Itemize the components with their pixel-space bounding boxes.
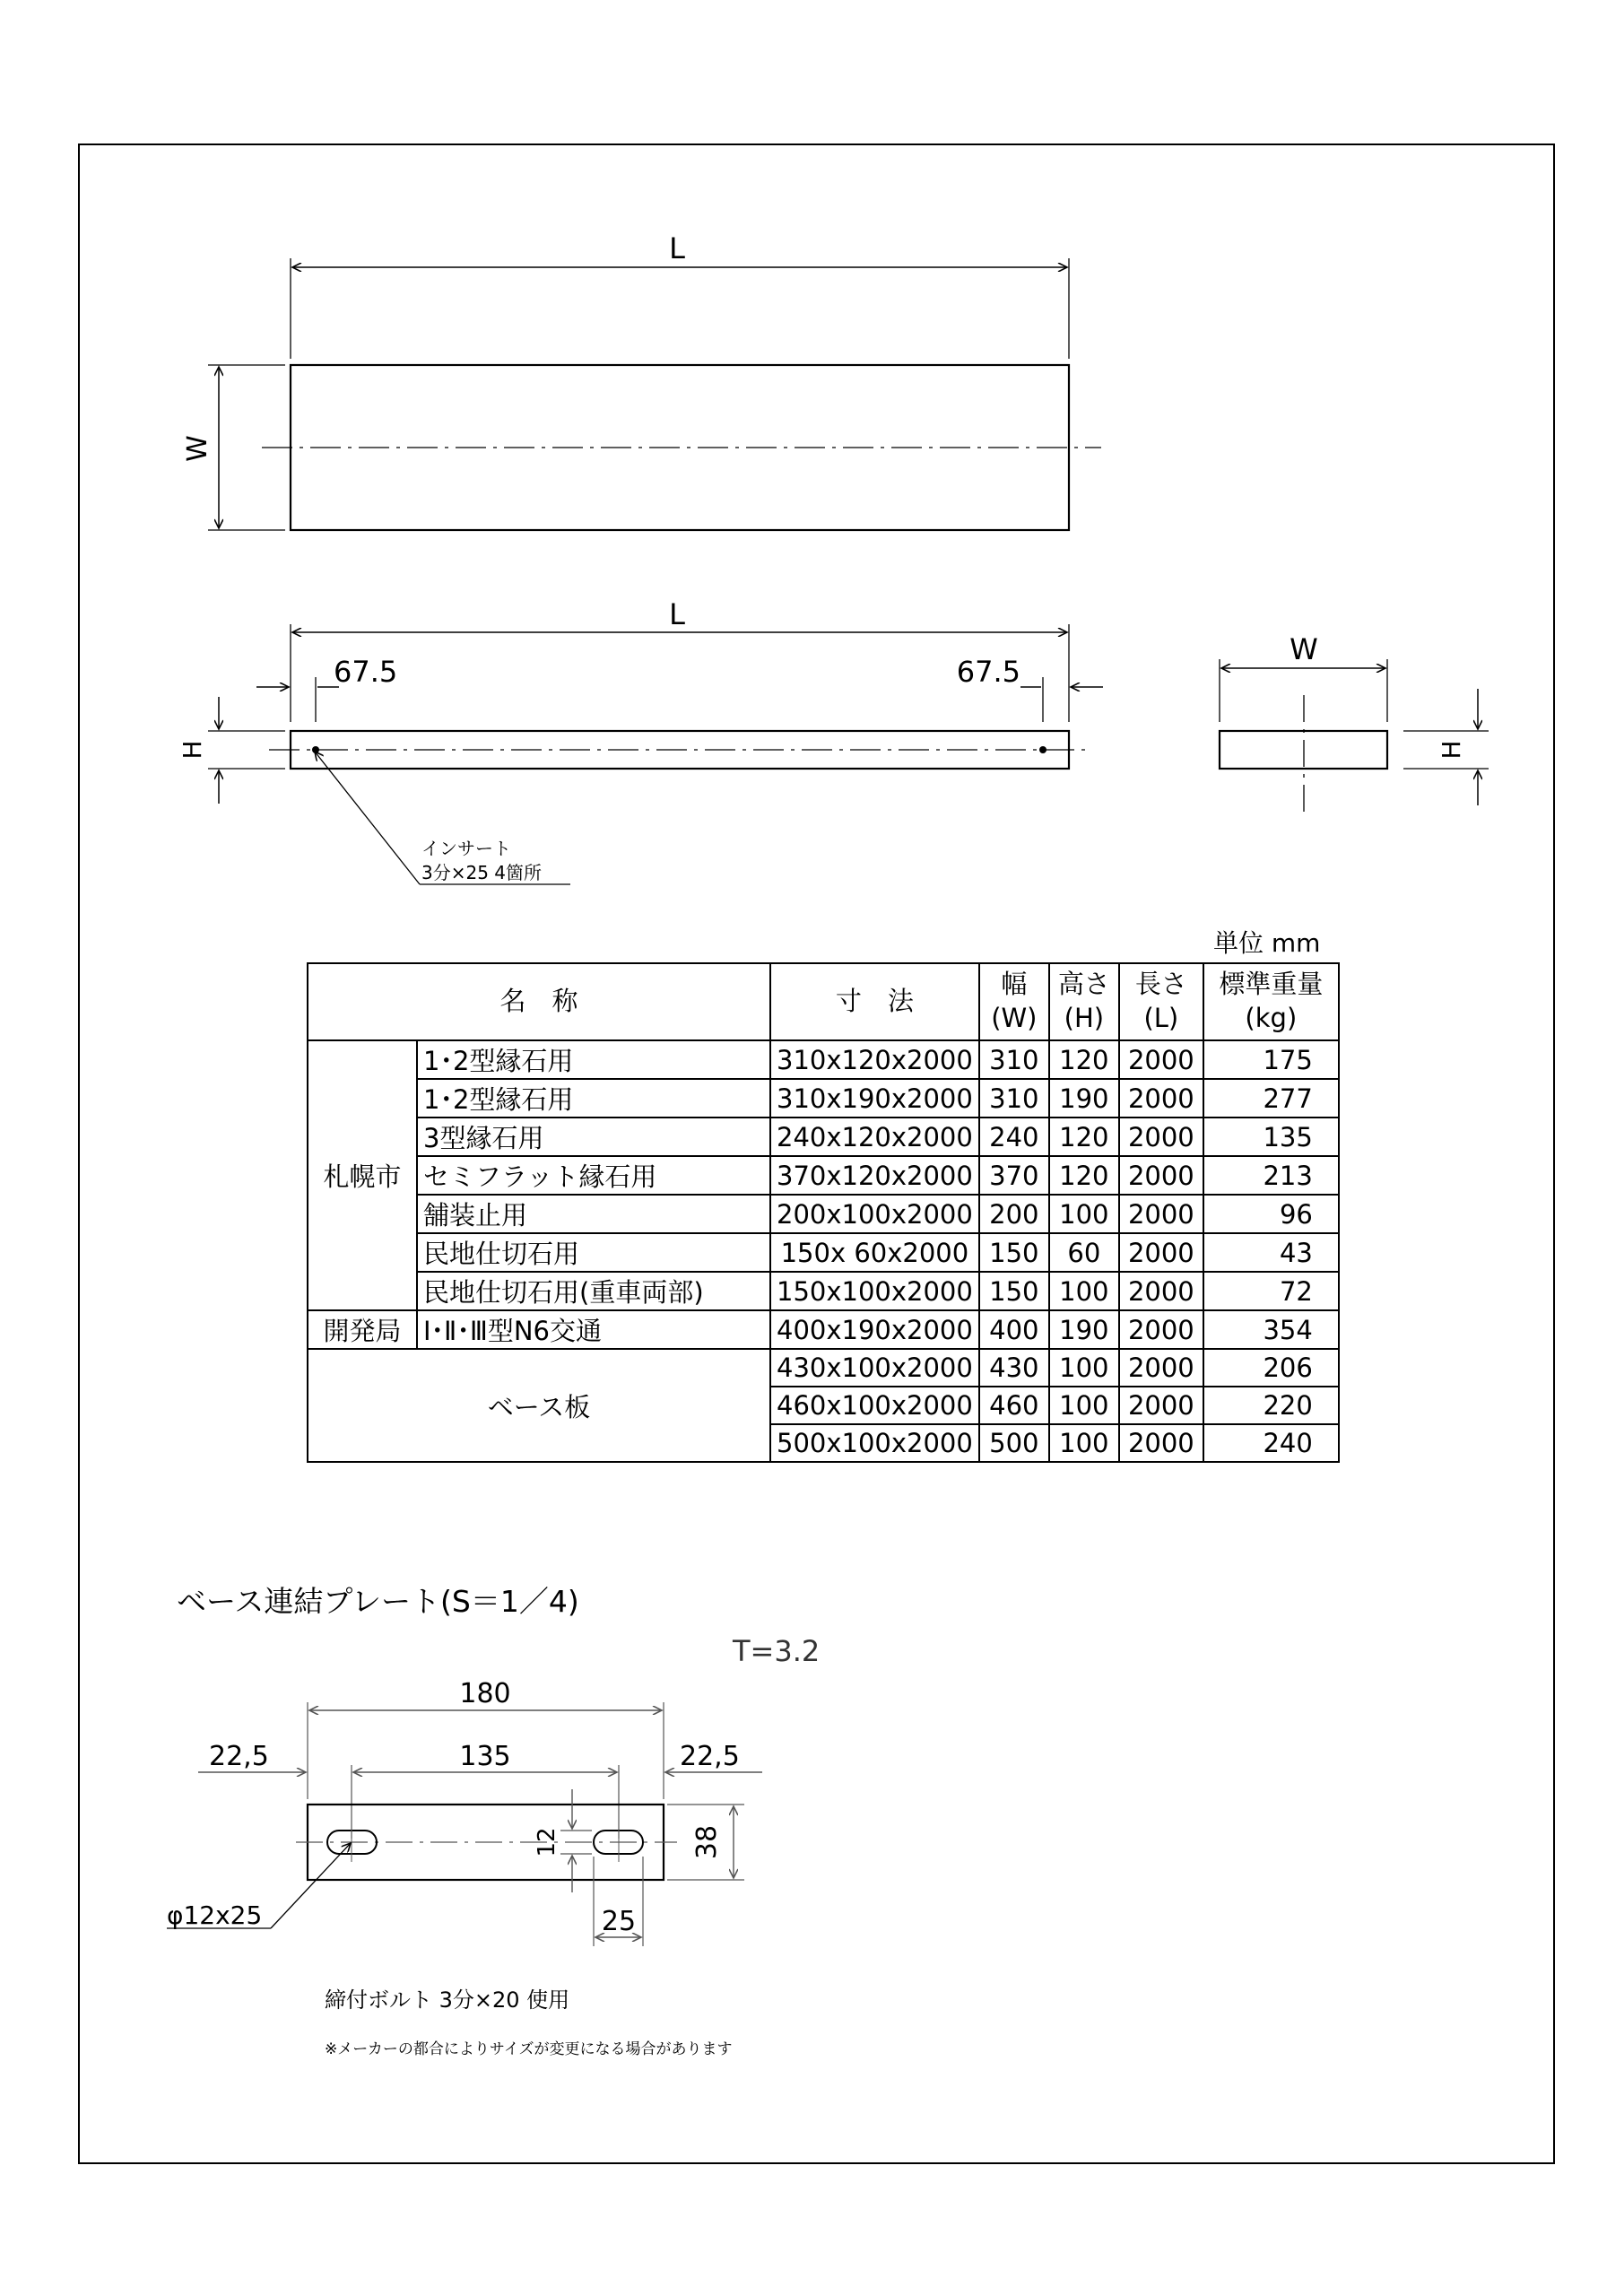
- header-height-sub: (H): [1064, 1003, 1105, 1033]
- row-h: 100: [1049, 1424, 1119, 1462]
- row-name: Ⅰ･Ⅱ･Ⅲ型N6交通: [417, 1310, 770, 1349]
- row-h: 120: [1049, 1040, 1119, 1079]
- row-h: 60: [1049, 1233, 1119, 1272]
- row-h: 190: [1049, 1310, 1119, 1349]
- hole-pitch-label: 135: [459, 1741, 511, 1772]
- row-l: 2000: [1119, 1156, 1203, 1195]
- right-offset-label: 67.5: [956, 655, 1020, 689]
- plate-title: ベース連結プレート(S＝1／4): [177, 1584, 579, 1619]
- insert-note-line1: インサート: [421, 838, 511, 859]
- row-l: 2000: [1119, 1040, 1203, 1079]
- row-h: 100: [1049, 1349, 1119, 1387]
- row-dim: 200x100x2000: [770, 1195, 979, 1233]
- table-row: [308, 1349, 1339, 1387]
- left-offset-label: 67.5: [334, 655, 398, 689]
- row-dim: 310x190x2000: [770, 1079, 979, 1118]
- plate-height-label: 38: [691, 1824, 723, 1860]
- row-dim: 150x 60x2000: [770, 1233, 979, 1272]
- row-kg: 213: [1203, 1156, 1339, 1195]
- row-name: 舗装止用: [417, 1195, 770, 1233]
- side-height-label: H: [178, 740, 207, 760]
- group-kaihatsu: 開発局: [308, 1310, 417, 1349]
- unit-label: 単位 mm: [1213, 928, 1321, 958]
- table-row: [308, 1310, 1339, 1349]
- row-dim: 460x100x2000: [770, 1387, 979, 1424]
- header-name: 名 称: [308, 963, 770, 1040]
- row-h: 100: [1049, 1272, 1119, 1310]
- plate-overall-label: 180: [459, 1678, 511, 1709]
- hole-label: φ12x25: [167, 1900, 263, 1930]
- insert-hole-right: [1039, 746, 1046, 753]
- side-view: [178, 597, 1103, 884]
- row-dim: 150x100x2000: [770, 1272, 979, 1310]
- row-dim: 400x190x2000: [770, 1310, 979, 1349]
- row-w: 200: [979, 1195, 1049, 1233]
- row-l: 2000: [1119, 1349, 1203, 1387]
- row-name: 3型縁石用: [417, 1118, 770, 1156]
- row-dim: 370x120x2000: [770, 1156, 979, 1195]
- row-l: 2000: [1119, 1272, 1203, 1310]
- side-length-label: L: [669, 597, 685, 631]
- insert-note-line2: 3分×25 4箇所: [421, 862, 543, 883]
- table-row: [308, 1233, 1339, 1272]
- header-weight: [1203, 963, 1339, 1040]
- row-kg: 220: [1203, 1387, 1339, 1424]
- row-name: 民地仕切石用: [417, 1233, 770, 1272]
- row-l: 2000: [1119, 1079, 1203, 1118]
- row-l: 2000: [1119, 1195, 1203, 1233]
- top-view: [182, 231, 1101, 530]
- end-width-label: W: [1290, 632, 1318, 666]
- row-h: 120: [1049, 1118, 1119, 1156]
- top-width-label: W: [182, 435, 213, 462]
- row-l: 2000: [1119, 1310, 1203, 1349]
- row-kg: 43: [1203, 1233, 1339, 1272]
- group-base: ベース板: [308, 1349, 770, 1462]
- header-length-sub: (L): [1143, 1003, 1179, 1033]
- row-kg: 135: [1203, 1118, 1339, 1156]
- row-h: 100: [1049, 1387, 1119, 1424]
- row-name: セミフラット縁石用: [417, 1156, 770, 1195]
- slot-length-label: 25: [601, 1906, 637, 1937]
- slot-width-label: 12: [534, 1827, 560, 1857]
- row-dim: 500x100x2000: [770, 1424, 979, 1462]
- row-name: 1･2型縁石用: [417, 1040, 770, 1079]
- row-kg: 240: [1203, 1424, 1339, 1462]
- plate-left-edge-label: 22,5: [209, 1741, 269, 1772]
- row-dim: 240x120x2000: [770, 1118, 979, 1156]
- row-l: 2000: [1119, 1424, 1203, 1462]
- bolt-note: 締付ボルト 3分×20 使用: [325, 1987, 570, 2013]
- row-h: 100: [1049, 1195, 1119, 1233]
- table-header-row: [308, 963, 1339, 1040]
- header-length: [1119, 963, 1203, 1040]
- group-sapporo: 札幌市: [308, 1040, 417, 1310]
- end-view: [1220, 632, 1489, 816]
- header-height: [1049, 963, 1119, 1040]
- header-weight-sub: (kg): [1245, 1003, 1298, 1033]
- row-w: 400: [979, 1310, 1049, 1349]
- row-w: 460: [979, 1387, 1049, 1424]
- hole-leader: [271, 1843, 351, 1928]
- row-kg: 175: [1203, 1040, 1339, 1079]
- row-kg: 72: [1203, 1272, 1339, 1310]
- table-row: [308, 1118, 1339, 1156]
- row-w: 500: [979, 1424, 1049, 1462]
- row-kg: 96: [1203, 1195, 1339, 1233]
- header-width: [979, 963, 1049, 1040]
- row-l: 2000: [1119, 1118, 1203, 1156]
- end-height-label: H: [1437, 740, 1466, 760]
- row-kg: 354: [1203, 1310, 1339, 1349]
- insert-leader: [315, 752, 420, 884]
- table-row: [308, 1195, 1339, 1233]
- row-kg: 206: [1203, 1349, 1339, 1387]
- row-dim: 430x100x2000: [770, 1349, 979, 1387]
- row-h: 120: [1049, 1156, 1119, 1195]
- row-w: 150: [979, 1233, 1049, 1272]
- table-row: [308, 1079, 1339, 1118]
- row-kg: 277: [1203, 1079, 1339, 1118]
- header-dimensions: 寸 法: [770, 963, 979, 1040]
- top-length-label: L: [669, 231, 685, 265]
- plate-thickness: T=3.2: [733, 1634, 821, 1668]
- row-w: 310: [979, 1040, 1049, 1079]
- row-w: 370: [979, 1156, 1049, 1195]
- table-row: [308, 1156, 1339, 1195]
- table-row: [308, 1272, 1339, 1310]
- row-w: 430: [979, 1349, 1049, 1387]
- row-w: 150: [979, 1272, 1049, 1310]
- plate-right-edge-label: 22,5: [680, 1741, 740, 1772]
- row-l: 2000: [1119, 1387, 1203, 1424]
- spec-table: [307, 962, 1340, 1463]
- row-dim: 310x120x2000: [770, 1040, 979, 1079]
- row-w: 240: [979, 1118, 1049, 1156]
- row-w: 310: [979, 1079, 1049, 1118]
- header-width-sub: (W): [991, 1003, 1038, 1033]
- header-height-label: 高さ: [1057, 969, 1110, 1000]
- row-l: 2000: [1119, 1233, 1203, 1272]
- row-name: 民地仕切石用(重車両部): [417, 1272, 770, 1310]
- header-width-label: 幅: [1001, 969, 1028, 1000]
- table-row: [308, 1040, 1339, 1079]
- row-name: 1･2型縁石用: [417, 1079, 770, 1118]
- maker-note: ※メーカーの都合によりサイズが変更になる場合があります: [325, 2040, 733, 2058]
- header-weight-label: 標準重量: [1219, 969, 1324, 1000]
- row-h: 190: [1049, 1079, 1119, 1118]
- plate-drawing: [167, 1678, 762, 1946]
- header-length-label: 長さ: [1134, 969, 1187, 1000]
